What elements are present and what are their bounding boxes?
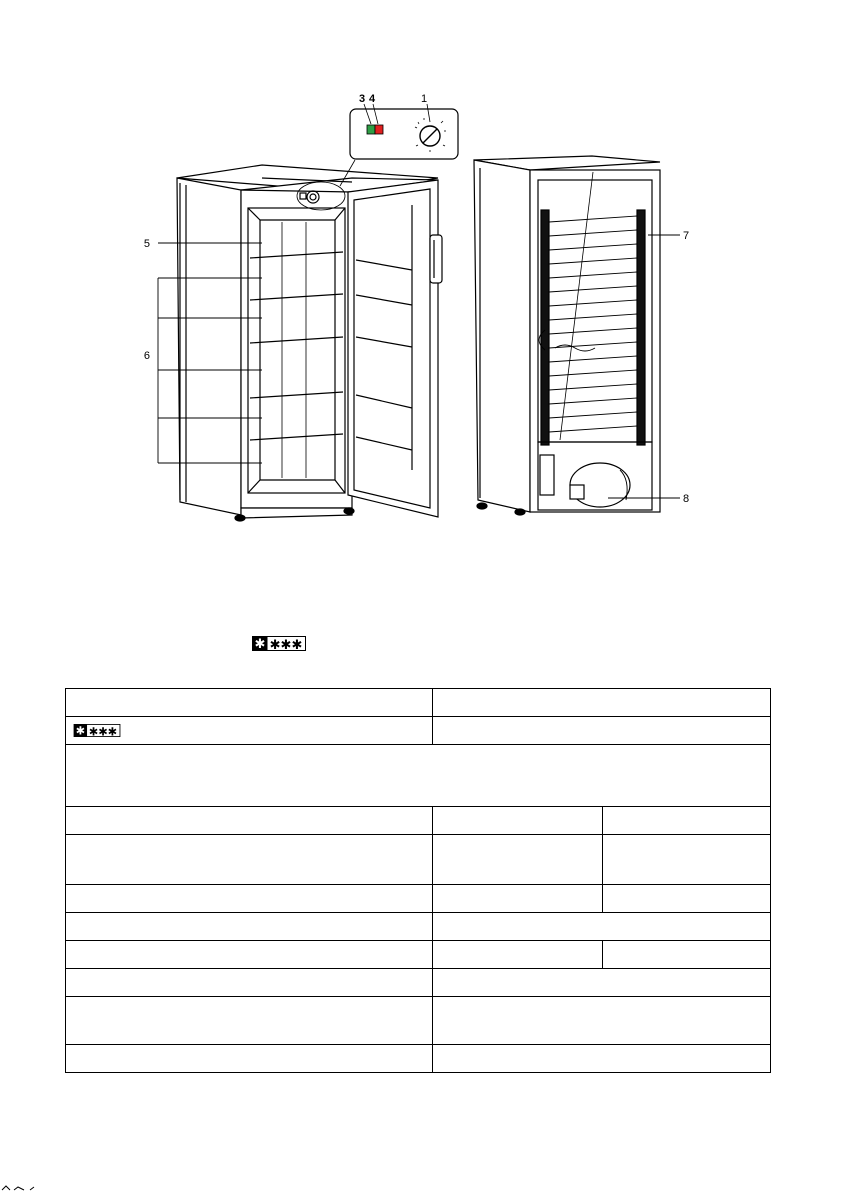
table-cell [66, 969, 433, 997]
callout-3: 3 [358, 93, 366, 105]
table-row [66, 835, 771, 885]
table-cell [433, 913, 771, 941]
red-indicator-light [375, 125, 383, 134]
callout-8: 8 [683, 493, 690, 505]
table-cell [433, 969, 771, 997]
table-cell [66, 1045, 433, 1073]
table-cell [603, 835, 771, 885]
table-cell [603, 807, 771, 835]
table-cell [66, 717, 433, 745]
table-cell [433, 689, 771, 717]
table-row [66, 941, 771, 969]
table-row [66, 997, 771, 1045]
table-cell [66, 913, 433, 941]
table-cell [66, 941, 433, 969]
table-row [66, 807, 771, 835]
table-cell [66, 807, 433, 835]
freezer-rear-view [474, 156, 660, 515]
table-row [66, 745, 771, 807]
callout-1: 1 [420, 93, 428, 105]
table-cell [433, 941, 603, 969]
four-star-freezer-icon [252, 636, 306, 651]
control-panel-detail [350, 104, 458, 159]
table-cell [603, 941, 771, 969]
table-cell [66, 885, 433, 913]
table-cell [433, 1045, 771, 1073]
table-cell [66, 689, 433, 717]
table-cell [433, 835, 603, 885]
table-row [66, 689, 771, 717]
svg-text:✱: ✱ [75, 724, 86, 737]
table-row [66, 969, 771, 997]
page-edge-fragment [0, 1184, 60, 1191]
svg-text:✱✱✱: ✱✱✱ [269, 638, 303, 651]
svg-text:✱: ✱ [254, 637, 266, 651]
table-cell [433, 997, 771, 1045]
table-cell [433, 717, 771, 745]
table-row [66, 913, 771, 941]
table-cell [433, 885, 603, 913]
table-row [66, 717, 771, 745]
callout-6: 6 [143, 350, 150, 362]
callout-7: 7 [683, 230, 690, 242]
table-cell [66, 997, 433, 1045]
appliance-figure [0, 0, 841, 540]
green-indicator-light [367, 125, 375, 134]
svg-text:✱✱✱: ✱✱✱ [88, 725, 118, 737]
freezer-front-view [177, 160, 442, 521]
table-cell [66, 835, 433, 885]
specification-table [65, 688, 771, 1073]
callout-5: 5 [143, 238, 150, 250]
table-cell [603, 885, 771, 913]
four-star-freezer-icon [72, 724, 122, 737]
table-row [66, 1045, 771, 1073]
callout-4: 4 [368, 93, 376, 105]
table-cell [66, 745, 771, 807]
table-row [66, 885, 771, 913]
table-cell [433, 807, 603, 835]
